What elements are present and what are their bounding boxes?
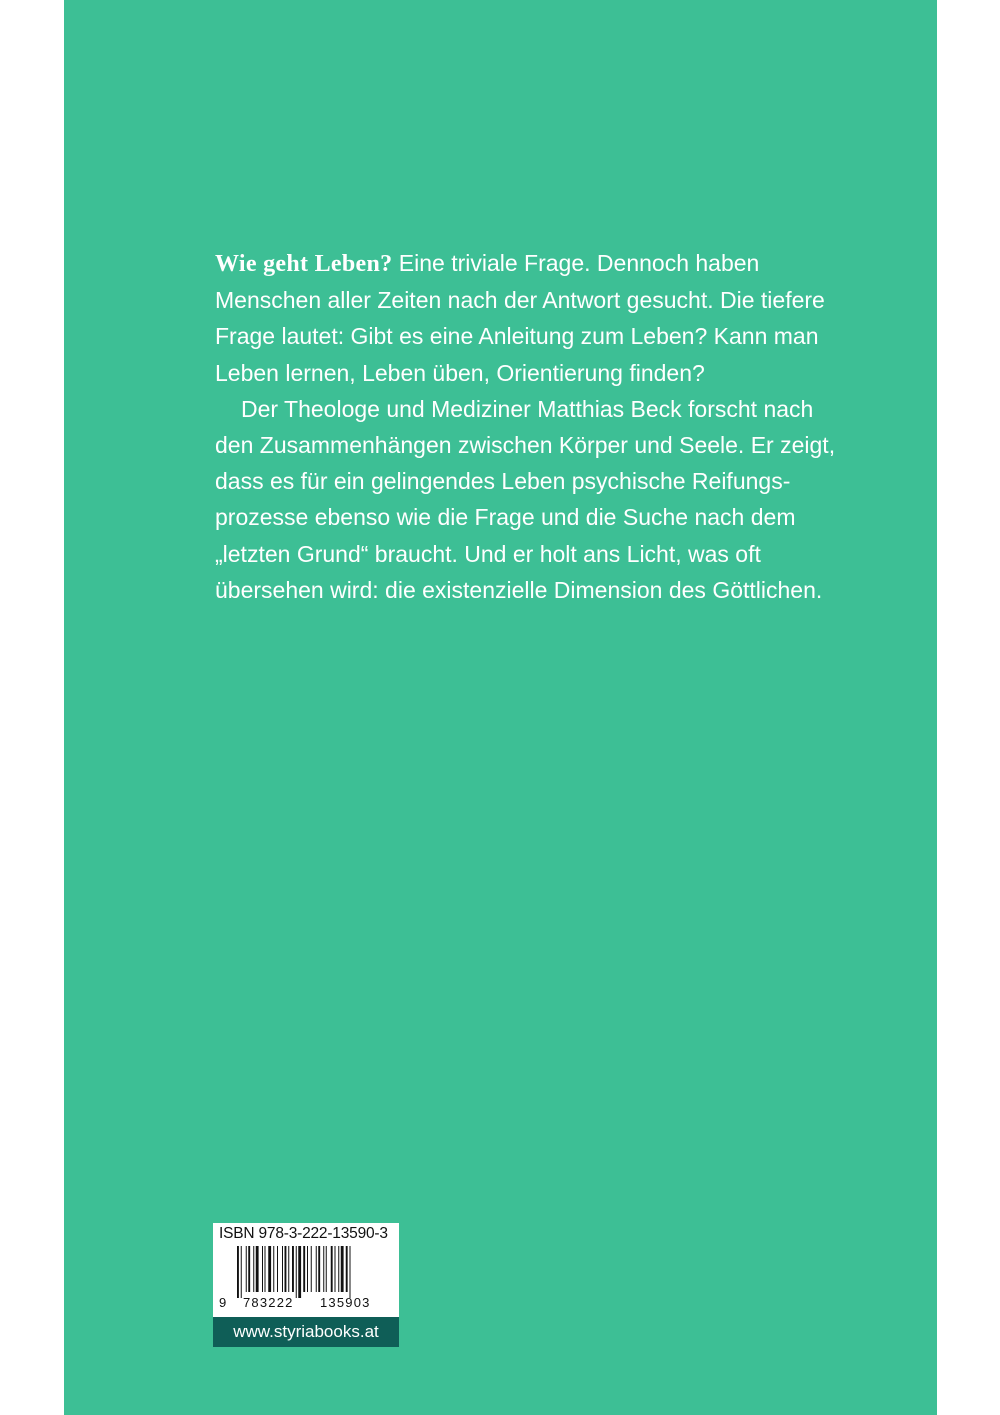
book-back-cover	[64, 0, 937, 1415]
barcode-digits-left: 783222	[243, 1295, 294, 1310]
barcode-bar	[292, 1246, 294, 1292]
barcode-bar	[338, 1246, 339, 1292]
barcode-bar	[288, 1246, 289, 1292]
barcode-bar	[311, 1246, 312, 1292]
barcode-bar	[296, 1246, 297, 1298]
isbn-barcode-block	[213, 1223, 399, 1317]
blurb-line-text: Der Theologe und Mediziner Matthias Beck forscht nach	[241, 395, 814, 422]
blurb-line	[215, 391, 855, 427]
barcode-bar	[273, 1246, 274, 1292]
blurb-line: dass es für ein gelingendes Leben psychische Reifungs-	[215, 468, 791, 495]
barcode-bar	[241, 1246, 242, 1298]
publisher-url: www.styriabooks.at	[233, 1322, 379, 1341]
barcode-bar	[318, 1246, 320, 1292]
blurb-line: prozesse ebenso wie die Frage und die Suche nach dem	[215, 504, 796, 531]
barcode-bar	[285, 1246, 287, 1292]
barcode-bar	[341, 1246, 344, 1292]
barcode-bar	[256, 1246, 259, 1292]
blurb-line: den Zusammenhängen zwischen Körper und Seele. Er zeigt,	[215, 432, 836, 459]
barcode-bar	[262, 1246, 263, 1292]
blurb-line: Menschen aller Zeiten nach der Antwort gesucht. Die tiefere	[215, 287, 825, 314]
blurb-line-text: Eine triviale Frage. Dennoch haben	[392, 250, 760, 276]
barcode-icon	[213, 1246, 399, 1316]
barcode-bar	[323, 1246, 324, 1292]
barcode-bar	[326, 1246, 327, 1292]
cover-blurb	[215, 245, 855, 608]
barcode-bar	[335, 1246, 336, 1292]
blurb-line: übersehen wird: die existenzielle Dimension des Göttlichen.	[215, 576, 823, 603]
barcode-bar	[246, 1246, 247, 1292]
barcode-bar	[346, 1246, 348, 1292]
barcode-digit-lead: 9	[219, 1295, 228, 1310]
blurb-line: Frage lautet: Gibt es eine Anleitung zum Leben? Kann man	[215, 323, 819, 350]
barcode-bar	[298, 1246, 301, 1298]
barcode-bar	[282, 1246, 283, 1292]
barcode-bar	[331, 1246, 333, 1292]
barcode-bar	[316, 1246, 317, 1292]
barcode-bar	[277, 1246, 278, 1292]
barcode-bar	[268, 1246, 271, 1292]
blurb-line: „letzten Grund“ braucht. Und er holt ans Licht, was oft	[215, 540, 761, 567]
barcode-bar	[307, 1246, 308, 1292]
barcode-bar	[265, 1246, 266, 1292]
isbn-label: ISBN 978-3-222-13590-3	[219, 1225, 388, 1242]
barcode-digits-right: 135903	[320, 1295, 371, 1310]
barcode-bar	[253, 1246, 254, 1292]
blurb-line: Leben lernen, Leben üben, Orientierung finden?	[215, 359, 705, 386]
blurb-lead-question: Wie geht Leben?	[215, 251, 393, 277]
barcode-bar	[237, 1246, 239, 1298]
barcode-bar	[303, 1246, 305, 1292]
blurb-line	[215, 245, 855, 282]
barcode-bar	[350, 1246, 351, 1298]
publisher-url-banner	[213, 1317, 399, 1347]
barcode-bar	[248, 1246, 250, 1292]
